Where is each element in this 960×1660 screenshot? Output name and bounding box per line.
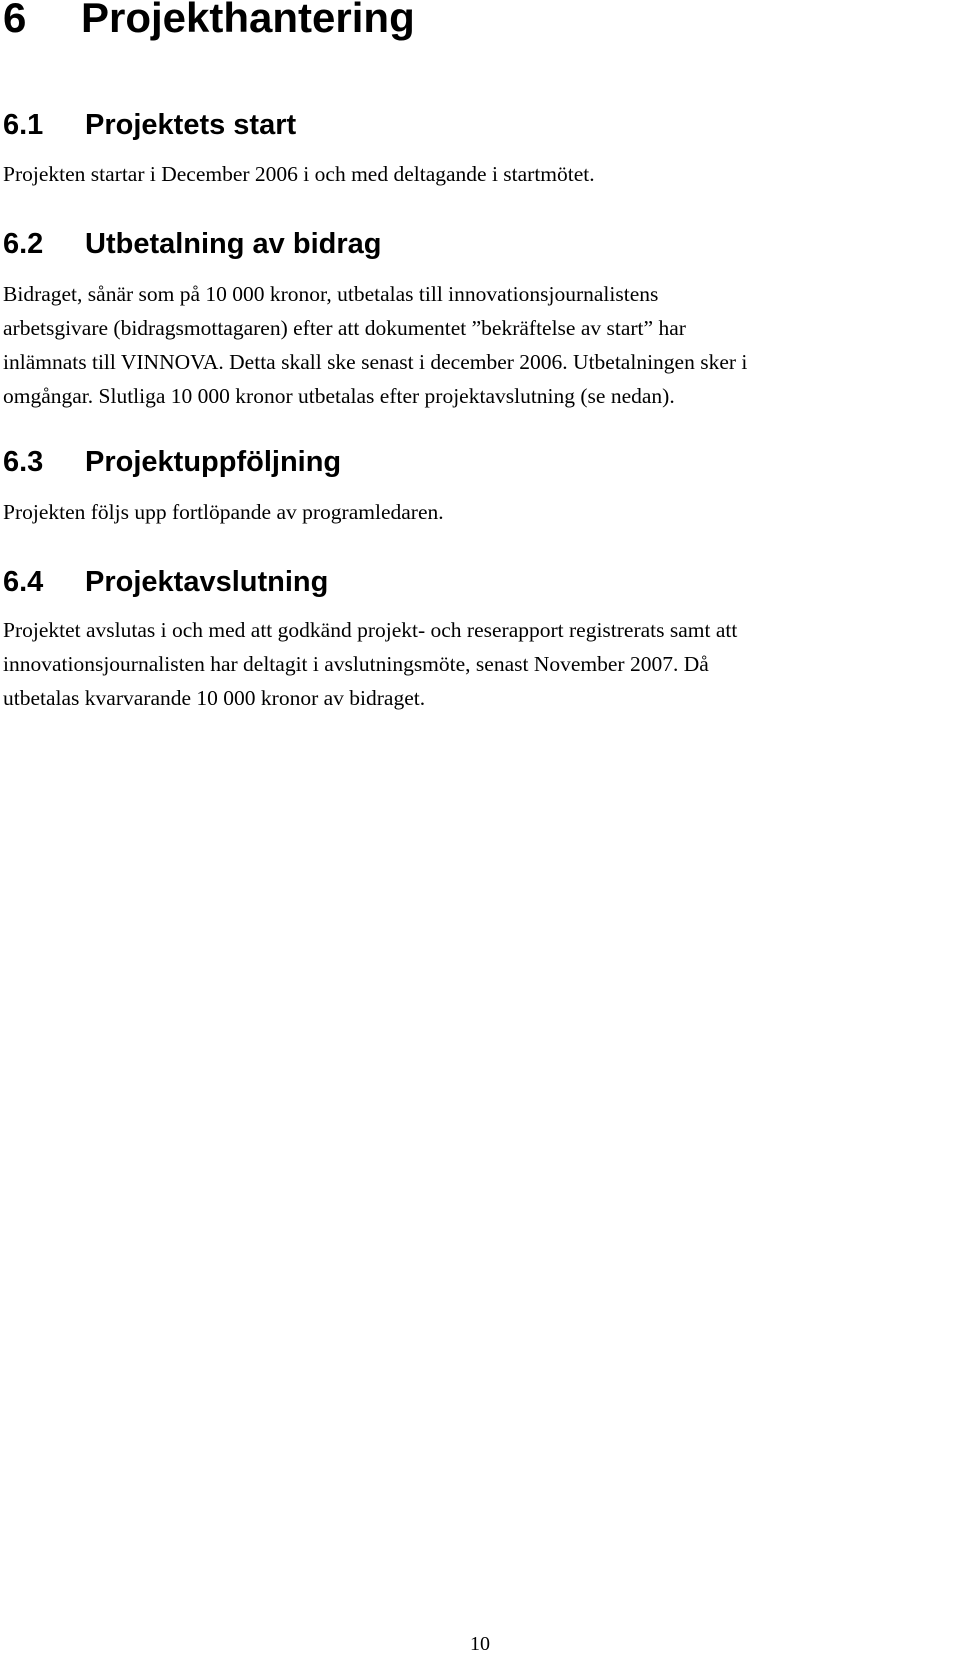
chapter-number: 6 [3, 0, 27, 41]
section-number: 6.4 [3, 566, 44, 598]
chapter-heading [3, 0, 415, 44]
section-title: Projektavslutning [85, 566, 329, 598]
section-number: 6.1 [3, 109, 44, 141]
body-line: omgångar. Slutliga 10 000 kronor utbetalas efter projektavslutning (se nedan). [3, 384, 675, 408]
section-heading-6-3 [3, 444, 341, 480]
body-line: innovationsjournalisten har deltagit i avslutningsmöte, senast November 2007. Då [3, 652, 709, 676]
body-line: Projekten startar i December 2006 i och med deltagande i startmötet. [3, 162, 595, 186]
section-heading-6-2 [3, 226, 381, 262]
body-line: Bidraget, sånär som på 10 000 kronor, utbetalas till innovationsjournalistens [3, 282, 659, 306]
section-title: Utbetalning av bidrag [85, 228, 382, 260]
body-line: Projekten följs upp fortlöpande av programledaren. [3, 500, 444, 524]
section-number: 6.2 [3, 228, 44, 260]
section-heading-6-4 [3, 564, 328, 600]
section-heading-6-1 [3, 107, 296, 143]
section-body-6-2 [3, 277, 953, 413]
page-number: 10 [470, 1633, 490, 1655]
section-body-6-1 [3, 157, 953, 191]
chapter-title: Projekthantering [81, 0, 415, 41]
section-body-6-3 [3, 495, 953, 529]
section-body-6-4 [3, 613, 953, 715]
body-line: utbetalas kvarvarande 10 000 kronor av bidraget. [3, 686, 426, 710]
body-line: Projektet avslutas i och med att godkänd projekt- och reserapport registrerats samt att [3, 618, 738, 642]
body-line: arbetsgivare (bidragsmottagaren) efter att dokumentet ”bekräftelse av start” har [3, 316, 686, 340]
section-title: Projektuppföljning [85, 446, 342, 478]
body-line: inlämnats till VINNOVA. Detta skall ske senast i december 2006. Utbetalningen sker i [3, 350, 748, 374]
section-number: 6.3 [3, 446, 44, 478]
section-title: Projektets start [85, 109, 297, 141]
